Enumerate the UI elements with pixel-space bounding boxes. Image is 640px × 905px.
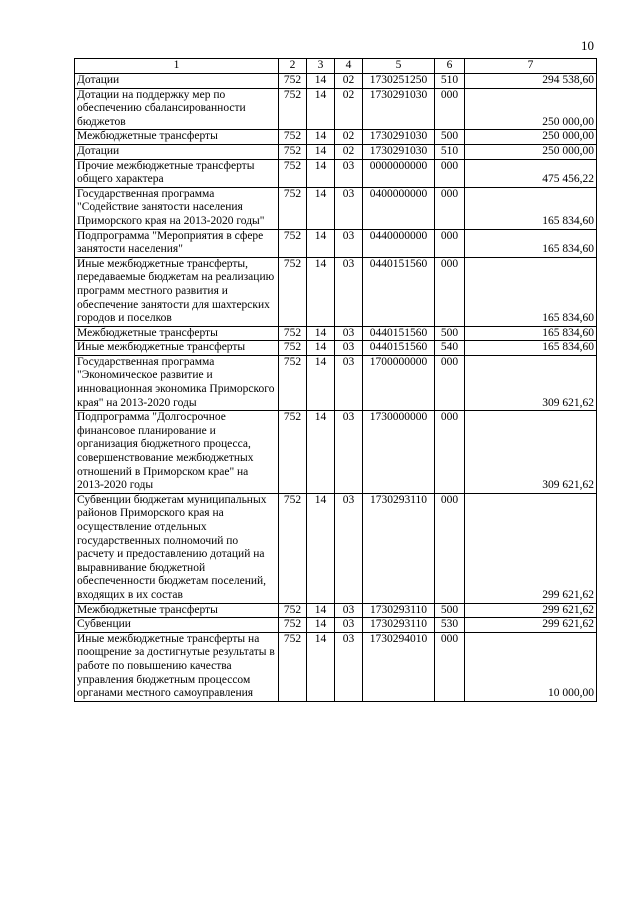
page-number: 10 (581, 38, 594, 53)
row-col-6: 510 (435, 144, 465, 159)
row-col-3: 14 (307, 603, 335, 618)
row-col-3: 14 (307, 355, 335, 410)
table-row (75, 187, 597, 229)
row-col-6: 000 (435, 493, 465, 603)
header-col-1: 1 (75, 59, 279, 74)
row-name: Дотации (75, 74, 279, 89)
row-col-6: 530 (435, 618, 465, 633)
row-col-3: 14 (307, 229, 335, 257)
row-col-2: 752 (279, 632, 307, 701)
row-col-2: 752 (279, 159, 307, 187)
row-col-4: 02 (335, 130, 363, 145)
row-col-4: 03 (335, 618, 363, 633)
row-col-4: 03 (335, 341, 363, 356)
row-amount: 165 834,60 (465, 187, 597, 229)
row-name: Межбюджетные трансферты (75, 326, 279, 341)
row-col-5: 1730294010 (363, 632, 435, 701)
row-col-5: 1730293110 (363, 603, 435, 618)
table-row (75, 341, 597, 356)
row-amount: 299 621,62 (465, 603, 597, 618)
row-amount: 165 834,60 (465, 257, 597, 326)
row-col-3: 14 (307, 187, 335, 229)
header-col-2: 2 (279, 59, 307, 74)
row-col-5: 0400000000 (363, 187, 435, 229)
row-col-6: 000 (435, 88, 465, 130)
row-amount: 299 621,62 (465, 493, 597, 603)
row-col-3: 14 (307, 618, 335, 633)
row-col-4: 03 (335, 355, 363, 410)
row-col-3: 14 (307, 257, 335, 326)
row-col-2: 752 (279, 187, 307, 229)
row-col-2: 752 (279, 130, 307, 145)
row-col-2: 752 (279, 229, 307, 257)
row-col-5: 0440151560 (363, 257, 435, 326)
row-col-4: 03 (335, 603, 363, 618)
row-col-5: 1700000000 (363, 355, 435, 410)
row-name: Подпрограмма "Долгосрочное финансовое планирование и организация бюджетного процесса, совершенствование межбюджетных отношений в Приморском крае" на 2013-2020 годы (75, 411, 279, 494)
row-amount: 165 834,60 (465, 229, 597, 257)
row-col-2: 752 (279, 493, 307, 603)
row-col-2: 752 (279, 326, 307, 341)
row-name: Подпрограмма "Мероприятия в сфере занятости населения" (75, 229, 279, 257)
table-row (75, 618, 597, 633)
row-col-2: 752 (279, 618, 307, 633)
row-col-4: 03 (335, 493, 363, 603)
row-col-6: 540 (435, 341, 465, 356)
row-col-6: 000 (435, 187, 465, 229)
row-amount: 299 621,62 (465, 618, 597, 633)
row-col-5: 1730291030 (363, 144, 435, 159)
row-amount: 309 621,62 (465, 355, 597, 410)
row-col-6: 000 (435, 355, 465, 410)
header-col-4: 4 (335, 59, 363, 74)
row-col-4: 02 (335, 74, 363, 89)
table-row (75, 632, 597, 701)
row-col-4: 03 (335, 411, 363, 494)
row-col-6: 500 (435, 130, 465, 145)
row-col-4: 03 (335, 632, 363, 701)
row-name: Иные межбюджетные трансферты на поощрение за достигнутые результаты в работе по повышению качества управления бюджетным процессом органами местного самоуправления (75, 632, 279, 701)
row-col-4: 03 (335, 187, 363, 229)
table-header-row (75, 59, 597, 74)
header-col-6: 6 (435, 59, 465, 74)
row-col-4: 03 (335, 159, 363, 187)
row-col-3: 14 (307, 144, 335, 159)
row-col-6: 000 (435, 257, 465, 326)
header-col-5: 5 (363, 59, 435, 74)
row-col-4: 02 (335, 88, 363, 130)
table-row (75, 493, 597, 603)
row-col-6: 000 (435, 632, 465, 701)
row-col-2: 752 (279, 88, 307, 130)
table-row (75, 88, 597, 130)
row-col-6: 000 (435, 229, 465, 257)
row-col-5: 0440151560 (363, 326, 435, 341)
row-col-4: 03 (335, 257, 363, 326)
row-col-3: 14 (307, 632, 335, 701)
row-col-2: 752 (279, 355, 307, 410)
row-col-5: 0440151560 (363, 341, 435, 356)
row-col-2: 752 (279, 603, 307, 618)
row-col-4: 03 (335, 229, 363, 257)
row-name: Прочие межбюджетные трансферты общего характера (75, 159, 279, 187)
table-row (75, 159, 597, 187)
table-row (75, 229, 597, 257)
row-col-3: 14 (307, 130, 335, 145)
row-col-3: 14 (307, 493, 335, 603)
row-col-5: 1730291030 (363, 88, 435, 130)
row-col-5: 1730293110 (363, 493, 435, 603)
row-col-3: 14 (307, 74, 335, 89)
row-name: Иные межбюджетные трансферты, передаваемые бюджетам на реализацию программ местного развития и обеспечение занятости для шахтерских городов и поселков (75, 257, 279, 326)
row-name: Дотации (75, 144, 279, 159)
row-col-3: 14 (307, 88, 335, 130)
row-amount: 294 538,60 (465, 74, 597, 89)
row-col-5: 0440000000 (363, 229, 435, 257)
row-col-3: 14 (307, 326, 335, 341)
row-col-3: 14 (307, 411, 335, 494)
table-row (75, 603, 597, 618)
row-col-2: 752 (279, 144, 307, 159)
row-col-3: 14 (307, 159, 335, 187)
header-col-3: 3 (307, 59, 335, 74)
row-amount: 475 456,22 (465, 159, 597, 187)
budget-table (74, 58, 597, 702)
row-col-6: 000 (435, 159, 465, 187)
row-amount: 250 000,00 (465, 144, 597, 159)
row-name: Межбюджетные трансферты (75, 130, 279, 145)
row-col-2: 752 (279, 411, 307, 494)
table-row (75, 144, 597, 159)
header-col-7: 7 (465, 59, 597, 74)
table-row (75, 326, 597, 341)
table-row (75, 411, 597, 494)
row-col-5: 1730251250 (363, 74, 435, 89)
row-col-2: 752 (279, 74, 307, 89)
row-name: Государственная программа "Содействие занятости населения Приморского края на 2013-2020 годы" (75, 187, 279, 229)
table-row (75, 257, 597, 326)
row-col-4: 03 (335, 326, 363, 341)
row-col-5: 1730000000 (363, 411, 435, 494)
row-amount: 309 621,62 (465, 411, 597, 494)
table-row (75, 74, 597, 89)
row-amount: 165 834,60 (465, 326, 597, 341)
table-row (75, 130, 597, 145)
table-row (75, 355, 597, 410)
row-col-6: 000 (435, 411, 465, 494)
row-col-2: 752 (279, 257, 307, 326)
row-name: Иные межбюджетные трансферты (75, 341, 279, 356)
row-amount: 250 000,00 (465, 130, 597, 145)
row-col-3: 14 (307, 341, 335, 356)
row-amount: 165 834,60 (465, 341, 597, 356)
row-name: Субвенции бюджетам муниципальных районов Приморского края на осуществление отдельных государственных полномочий по расчету и предоставлению дотаций на выравнивание бюджетной обеспеченности бюджетам поселений, входящих в их состав (75, 493, 279, 603)
row-col-6: 500 (435, 603, 465, 618)
row-col-5: 0000000000 (363, 159, 435, 187)
row-amount: 250 000,00 (465, 88, 597, 130)
row-col-2: 752 (279, 341, 307, 356)
row-col-6: 500 (435, 326, 465, 341)
row-col-6: 510 (435, 74, 465, 89)
row-col-4: 02 (335, 144, 363, 159)
row-col-5: 1730293110 (363, 618, 435, 633)
row-col-5: 1730291030 (363, 130, 435, 145)
row-name: Субвенции (75, 618, 279, 633)
row-name: Государственная программа "Экономическое развитие и инновационная экономика Приморского края" на 2013-2020 годы (75, 355, 279, 410)
row-name: Межбюджетные трансферты (75, 603, 279, 618)
row-name: Дотации на поддержку мер по обеспечению сбалансированности бюджетов (75, 88, 279, 130)
row-amount: 10 000,00 (465, 632, 597, 701)
